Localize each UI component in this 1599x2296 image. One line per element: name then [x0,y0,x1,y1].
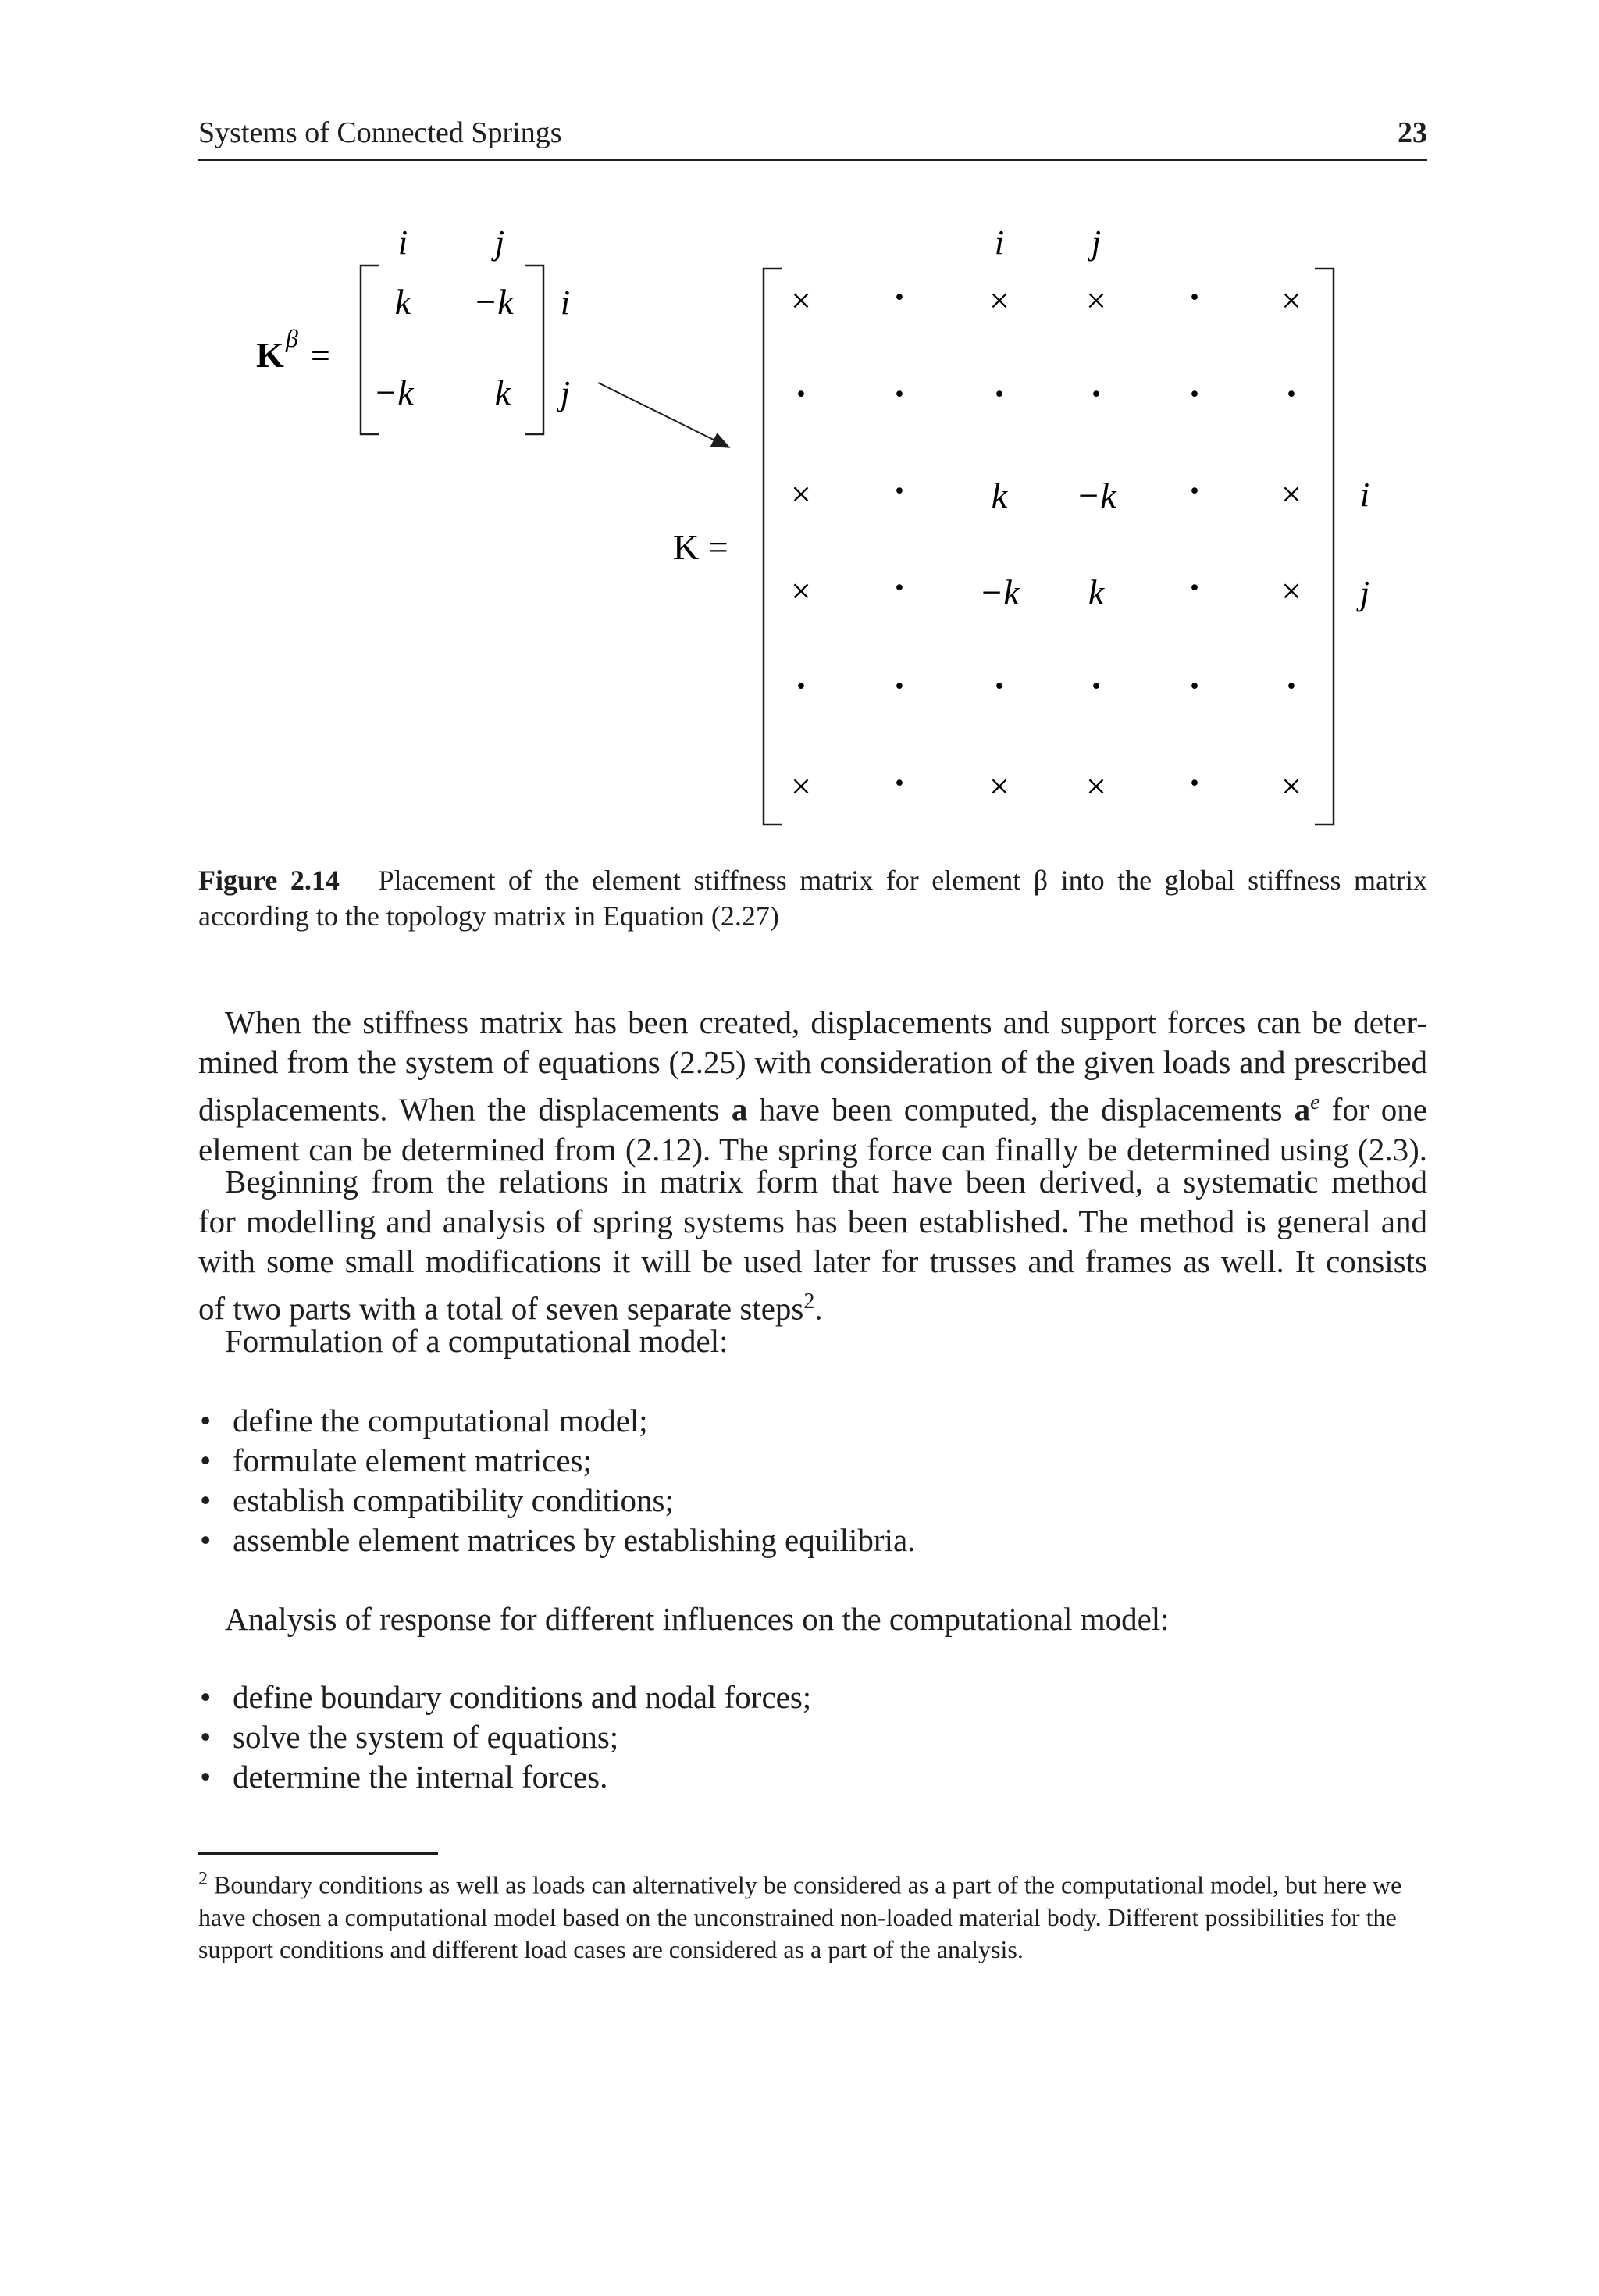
k-matrix-cell: × [791,571,811,611]
k-col-label-j: j [1091,223,1102,262]
figure-2-14 [0,0,1599,843]
paragraph-line: with some small modifications it will be used later for trusses and frames as well. It consists [198,1243,1427,1279]
footnote-reference[interactable]: 2 [803,1289,815,1314]
placement-arrow [598,383,728,447]
k-row-label-j: j [1359,574,1370,612]
k-matrix-cell: × [1086,766,1106,806]
list-item: • define boundary conditions and nodal forces; [198,1677,811,1717]
list-item: • assemble element matrices by establishing equilibria. [198,1521,915,1560]
k-matrix-cell: · [794,373,808,415]
k-matrix-cell: · [1188,373,1202,415]
k-matrix-cell: × [1281,474,1302,514]
k-matrix-cell: · [1089,665,1103,707]
kbeta-cell: k [494,373,511,412]
k-matrix-cell: · [992,373,1006,415]
paragraph-line: Analysis of response for different influences on the computational model: [225,1601,1170,1637]
k-matrix-cell: · [1188,470,1202,512]
k-matrix-cell: · [1089,373,1103,415]
k-matrix-cell: −k [979,572,1020,612]
k-matrix-cell: k [991,476,1008,515]
paragraph-line: When the stiffness matrix has been created, displacements and support forces can be deter- [225,1004,1427,1040]
running-header-title: Systems of Connected Springs [198,116,562,149]
list-item: • determine the internal forces. [198,1757,811,1797]
footnote [198,1863,1427,1966]
superscript-e: e [1310,1090,1320,1114]
footnote-mark: 2 [198,1869,208,1889]
paragraph-line: for modelling and analysis of spring systems has been established. The method is general and [198,1203,1427,1239]
k-matrix-cell: · [794,665,808,707]
kbeta-equals: = [311,337,330,375]
k-matrix-cell: × [1086,280,1106,320]
bullet-list-analysis [198,1677,811,1797]
matrix-figure [0,0,1599,843]
k-matrix-cell: · [892,762,906,804]
k-matrix-cell: × [791,474,811,514]
k-matrix-cell: · [1284,373,1298,415]
k-lhs: K = [673,527,728,567]
k-matrix-cell: × [1281,280,1302,320]
paragraph-line: Formulation of a computational model: [225,1323,728,1359]
kbeta-symbol: K [256,335,284,375]
bullet-list-formulation [198,1401,915,1560]
k-matrix-cell: · [1188,665,1202,707]
k-matrix-cell: × [791,766,811,806]
text-run: of two parts with a total of seven separate steps [198,1290,804,1327]
text-run: displacements. When the displacements [198,1091,720,1128]
caption-text: Placement of the element stiffness matrix for element β into the global stiffness matrix according to the topology matrix in Equation (2.27) [198,865,1427,932]
k-matrix-cell: · [892,373,906,415]
paragraph-3 [198,1321,1427,1361]
paragraph-2 [198,1162,1427,1329]
list-item: • establish compatibility conditions; [198,1481,915,1521]
list-item: • define the computational model; [198,1401,915,1441]
k-matrix-cell: · [892,470,906,512]
kbeta-row-label-j: j [560,374,571,412]
kbeta-col-label-i: i [397,223,408,262]
footnote-text: Boundary conditions as well as loads can alternatively be considered as a part of the computational model, but here we have chosen a computational model based on the unconstrained non-loaded material body. Different possibilities for the support conditions and different load cases are considered as a part of the analysis. [198,1870,1402,1963]
k-matrix-cell: · [892,567,906,608]
kbeta-cell: k [394,282,411,322]
paragraph-line: Beginning from the relations in matrix form that have been derived, a systematic method [225,1164,1427,1200]
paragraph-1 [198,1003,1427,1170]
k-matrix-cell: · [1188,276,1202,318]
page-number: 23 [1398,116,1427,149]
caption-label: Figure 2.14 [198,865,340,896]
k-matrix-cell: × [1281,571,1302,611]
kbeta-cell: −k [473,282,514,322]
kbeta-col-label-j: j [494,223,505,262]
paragraph-line [198,1082,1427,1130]
kbeta-superscript: β [286,324,298,352]
kbeta-cell: −k [373,373,414,412]
k-col-label-i: i [994,223,1005,262]
k-matrix-cell: × [1281,766,1302,806]
figure-caption [198,862,1427,934]
k-matrix-cell: · [892,276,906,318]
k-right-bracket [1315,269,1334,825]
footnote-rule [198,1852,438,1855]
bold-symbol-ae: a [1294,1091,1311,1128]
k-matrix-cell: · [992,665,1006,707]
k-matrix-cell: × [989,280,1010,320]
k-matrix-cell: × [989,766,1010,806]
k-row-label-i: i [1359,476,1370,514]
k-matrix-cell: −k [1076,476,1116,515]
paragraph-line: mined from the system of equations (2.25) with consideration of the given loads and prescribed [198,1044,1427,1080]
kbeta-right-bracket [525,266,543,434]
k-matrix-cell: k [1088,572,1105,612]
paragraph-line: element can be determined from (2.12). The spring force can finally be determined using (2.3). [198,1131,1427,1168]
k-left-bracket [764,269,782,825]
list-item: • solve the system of equations; [198,1717,811,1757]
k-matrix-cells [791,276,1302,806]
text-run: . [814,1290,823,1327]
text-run: have been computed, the displacements [759,1091,1283,1128]
k-matrix-cell: · [1188,762,1202,804]
kbeta-row-label-i: i [560,283,571,322]
k-matrix-cell: · [892,665,906,707]
k-matrix-cell: · [1188,567,1202,608]
bold-symbol-a: a [731,1091,748,1128]
text-run: for one [1331,1091,1427,1128]
paragraph-4 [198,1599,1427,1639]
list-item: • formulate element matrices; [198,1441,915,1481]
k-matrix-cell: · [1284,665,1298,707]
k-matrix-cell: × [791,280,811,320]
